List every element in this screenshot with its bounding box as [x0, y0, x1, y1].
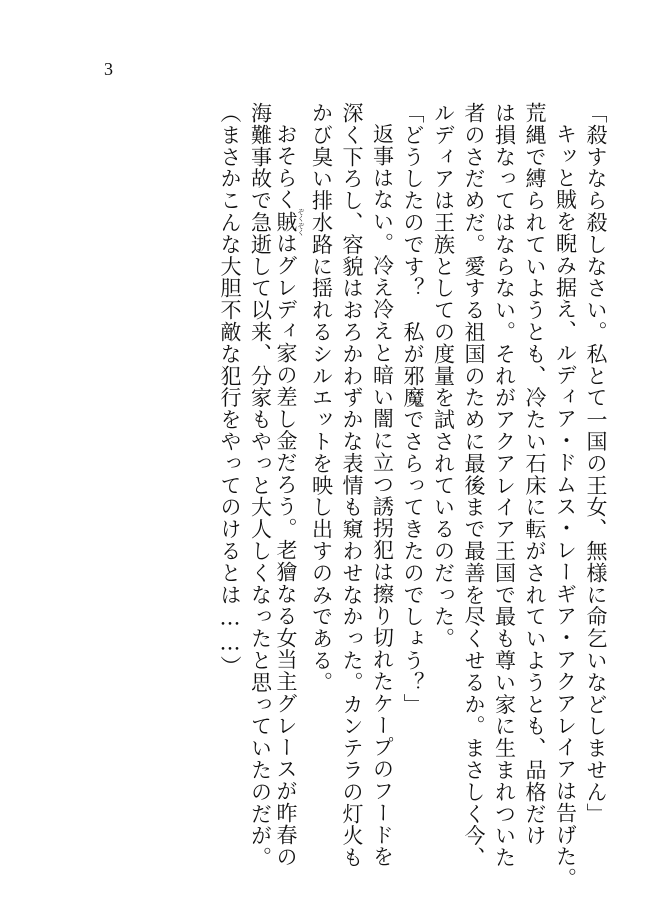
text-line: 「殺すなら殺しなさい。私とて一国の王女、無様に命乞いなどしません」: [584, 102, 608, 825]
text-line: 「どうしたのです？ 私が邪魔でさらってきたのでしょう？」: [401, 102, 425, 716]
line-segment: おそらく: [274, 123, 298, 211]
text-line: [274, 123, 305, 868]
text-line: 者のさだめだ。愛する祖国のために最後まで最善を尽くせるか。まさしく今、: [462, 102, 486, 869]
text-line: 深く下ろし、容貌はおろかわずかな表情も窺わせなかった。カンテラの灯火も: [340, 102, 364, 869]
ruby-annotated-word: [274, 207, 305, 236]
line-segment: はグレディ家の差し金だろう。老獪なる女当主グレースが昨春の: [274, 232, 298, 868]
text-line: ルディアは王族としての度量を試されているのだった。: [431, 102, 456, 650]
novel-text-block: [215, 102, 610, 890]
text-line: 海難事故で急逝して以来、分家もやっと大人しくなったと思っていたのだが。: [248, 102, 273, 869]
text-line: 荒縄で縛られていようとも、冷たい石床に転がされていようとも、品格だけ: [523, 102, 547, 847]
text-line: は損なってはならない。それがアクアレイア王国で最も尊い家に生まれついた: [492, 102, 517, 869]
ruby-base: 賊: [274, 207, 298, 236]
text-line: かび臭い排水路に揺れるシルエットを映し出すのみである。: [309, 102, 334, 694]
page-number: 3: [104, 59, 113, 79]
text-line: 返事はない。冷え冷えと暗い闇に立つ誘拐犯は擦り切れたケープのフードを: [370, 123, 395, 868]
text-line: （まさかこんな大胆不敵な犯行をやってのけるとは……）: [218, 102, 242, 678]
text-line: キッと賊を睨み据え、ルディア・ドムス・レーギア・アクアレイアは告げた。: [553, 123, 578, 890]
ruby-reading: ぞくぞく: [297, 207, 305, 236]
